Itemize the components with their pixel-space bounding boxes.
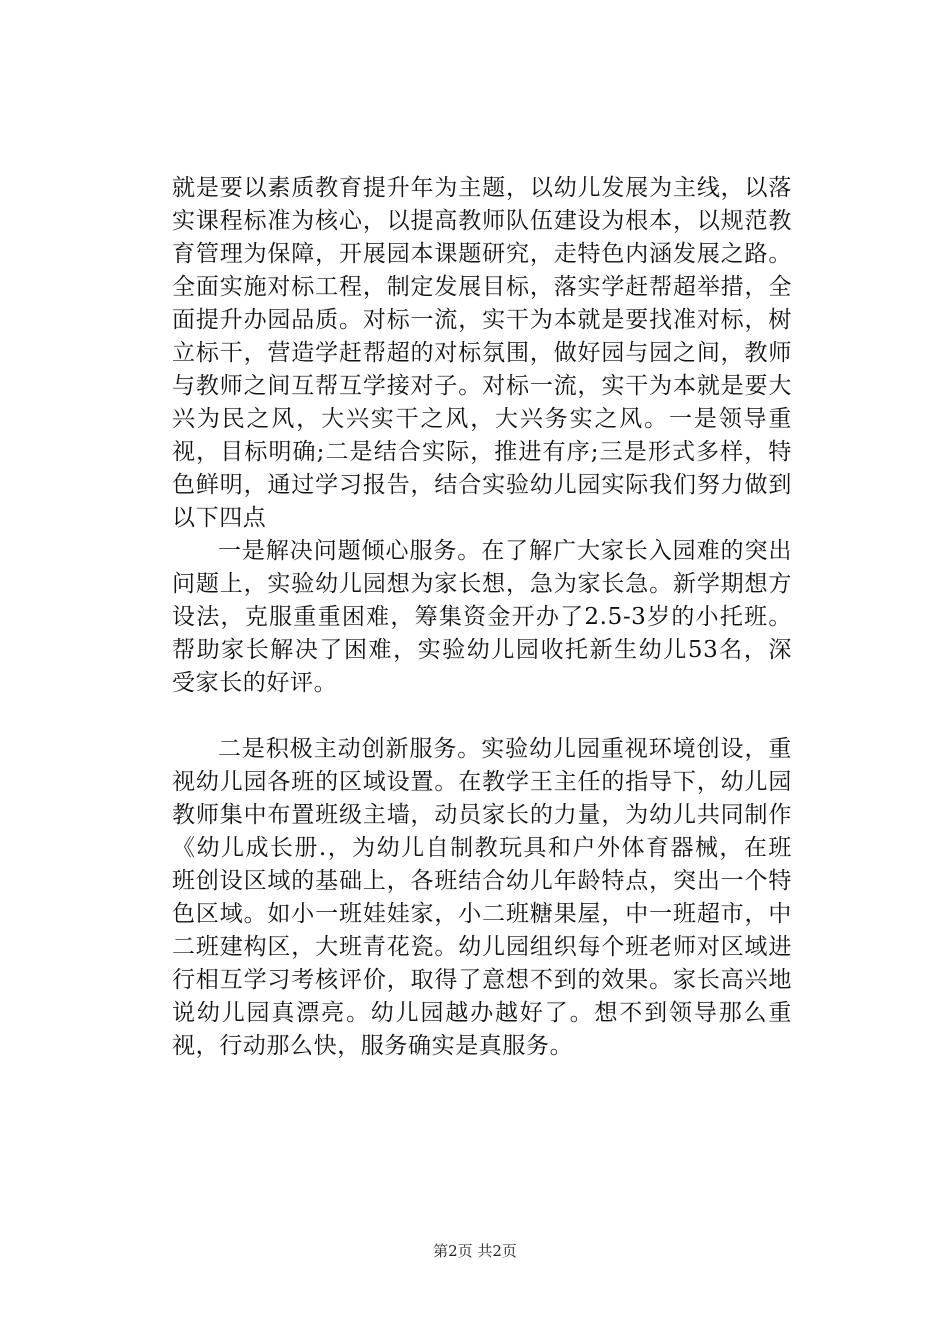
paragraph-service-2: 二是积极主动创新服务。实验幼儿园重视环境创设，重视幼儿园各班的区域设置。在教学王主任的指导下，幼儿园教师集中布置班级主墙，动员家长的力量，为幼儿共同制作《幼儿成长册.，为幼儿自制教玩具和户外体育器械，在班班创设区域的基础上，各班结合幼儿年龄特点，突出一个特色区域。如小一班娃娃家，小二班糖果屋，中一班超市，中二班建构区，大班青花瓷。幼儿园组织每个班老师对区域进行相互学习考核评价，取得了意想不到的效果。家长高兴地说幼儿园真漂亮。幼儿园越办越好了。想不到领导那么重视，行动那么快，服务确实是真服务。	[172, 736, 792, 1059]
page-footer: 第2页 共2页	[433, 1242, 517, 1260]
paragraph-continued: 就是要以素质教育提升年为主题，以幼儿发展为主线，以落实课程标准为核心，以提高教师队伍建设为根本，以规范教育管理为保障，开展园本课题研究，走特色内涵发展之路。全面实施对标工程，制定发展目标，落实学赶帮超举措，全面提升办园品质。对标一流，实干为本就是要找准对标，树立标干，营造学赶帮超的对标氛围，做好园与园之间，教师与教师之间互帮互学接对子。对标一流，实干为本就是要大兴为民之风，大兴实干之风，大兴务实之风。一是领导重视，目标明确;二是结合实际，推进有序;三是形式多样，特色鲜明，通过学习报告，结合实验幼儿园实际我们努力做到以下四点	[172, 175, 792, 531]
document-body	[172, 172, 792, 1063]
paragraph-service-1: 一是解决问题倾心服务。在了解广大家长入园难的突出问题上，实验幼儿园想为家长想，急为家长急。新学期想方设法，克服重重困难，筹集资金开办了2.5-3岁的小托班。帮助家长解决了困难，实验幼儿园收托新生幼儿53名，深受家长的好评。	[172, 538, 792, 696]
